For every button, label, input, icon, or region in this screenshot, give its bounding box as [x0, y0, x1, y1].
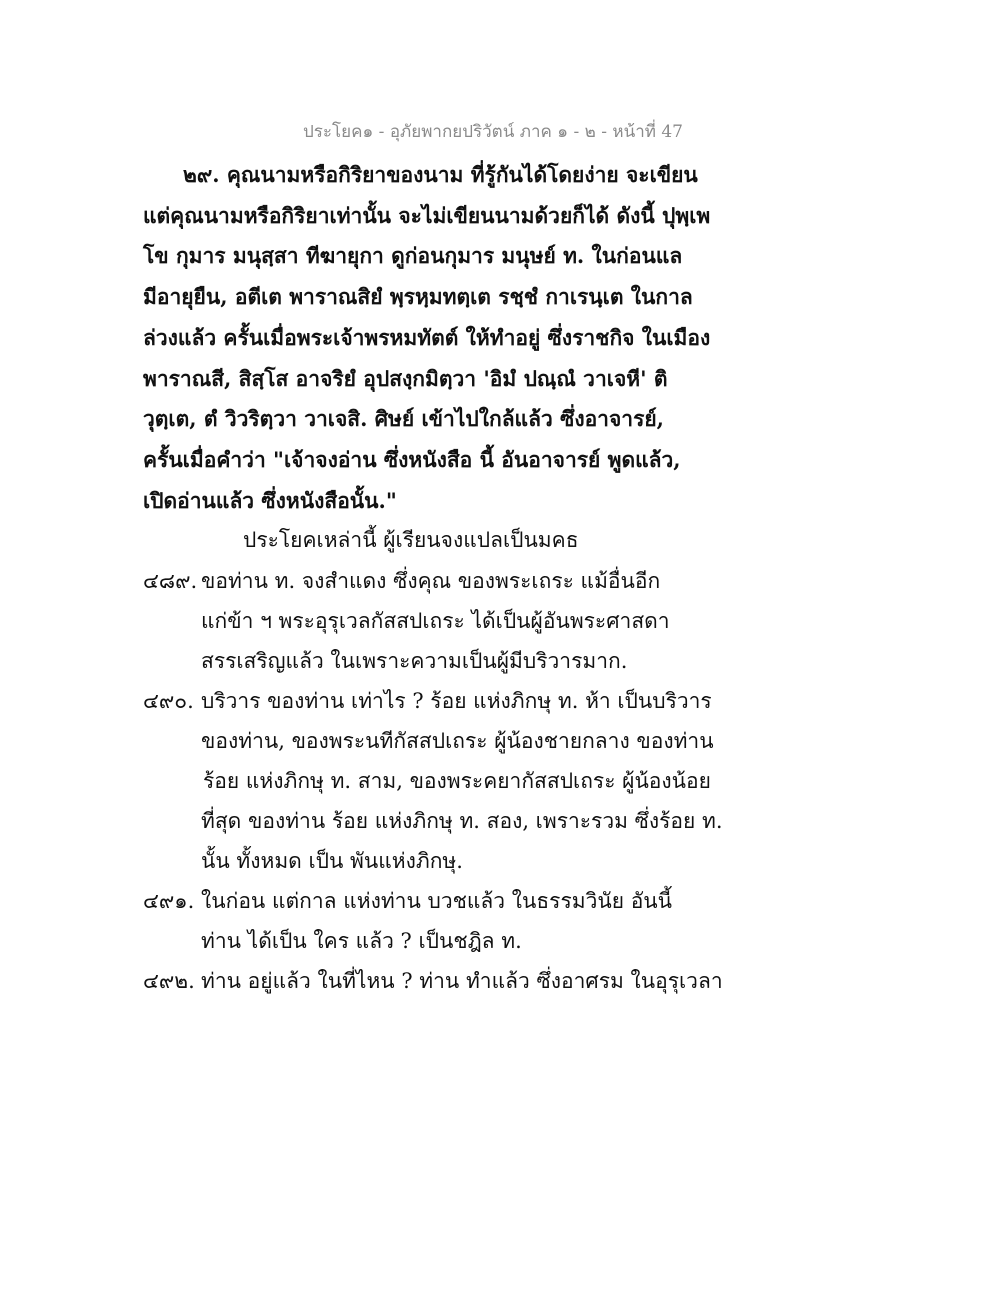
exercise-line: นั้น ทั้งหมด เป็น พันแห่งภิกษุ.: [201, 849, 463, 873]
exercise-number: ๔๘๙.: [143, 569, 198, 593]
exercise-line: ของท่าน, ของพระนทีกัสสปเถระ ผู้น้องชายกลาง ของท่าน: [201, 729, 714, 753]
exercise-line: ขอท่าน ท. จงสำแดง ซึ่งคุณ ของพระเถระ แม้อื่นอีก: [201, 569, 661, 593]
exercise-492: [143, 966, 723, 996]
exercise-491: [143, 886, 672, 916]
exercise-number: ๔๙๐.: [143, 689, 194, 713]
exercise-line: บริวาร ของท่าน เท่าไร ? ร้อย แห่งภิกษุ ท. ห้า เป็นบริวาร: [201, 689, 712, 713]
exercise-line: ท่าน อยู่แล้ว ในที่ไหน ? ท่าน ทำแล้ว ซึ่งอาศรม ในอุรุเวลา: [201, 969, 723, 993]
intro-line: ครั้นเมื่อคำว่า "เจ้าจงอ่าน ซึ่งหนังสือ นี้ อันอาจารย์ พูดแล้ว,: [143, 447, 681, 472]
exercise-line: ที่สุด ของท่าน ร้อย แห่งภิกษุ ท. สอง, เพราะรวม ซึ่งร้อย ท.: [201, 809, 723, 833]
intro-line: ๒๙. คุณนามหรือกิริยาของนาม ที่รู้กันได้โดยง่าย จะเขียน: [183, 162, 698, 187]
intro-line: เปิดอ่านแล้ว ซึ่งหนังสือนั้น.": [143, 488, 397, 513]
exercise-line: ท่าน ได้เป็น ใคร แล้ว ? เป็นชฎิล ท.: [201, 929, 522, 953]
exercise-490: [143, 686, 712, 716]
intro-line: วุตฺเต, ตํ วิวริตฺวา วาเจสิ. ศิษย์ เข้าไปใกล้แล้ว ซึ่งอาจารย์,: [143, 406, 664, 431]
exercise-number: ๔๙๒.: [143, 969, 195, 993]
exercise-line: ร้อย แห่งภิกษุ ท. สาม, ของพระคยากัสสปเถระ ผู้น้องน้อย: [203, 769, 711, 793]
instruction-line: ประโยคเหล่านี้ ผู้เรียนจงแปลเป็นมคธ: [243, 528, 579, 552]
exercise-number: ๔๙๑.: [143, 889, 195, 913]
intro-line: พาราณสี, สิสฺโส อาจริยํ อุปสงฺกมิตฺวา 'อิมํ ปณฺณํ วาเจหี' ติ: [143, 366, 668, 391]
exercise-line: ในก่อน แต่กาล แห่งท่าน บวชแล้ว ในธรรมวินัย อันนี้: [201, 889, 673, 913]
intro-line: ล่วงแล้ว ครั้นเมื่อพระเจ้าพรหมทัตต์ ให้ทำอยู่ ซึ่งราชกิจ ในเมือง: [143, 325, 711, 350]
intro-line: มีอายุยืน, อตีเต พาราณสิยํ พฺรหฺมทตฺเต รชฺชํ กาเรนฺเต ในกาล: [143, 284, 693, 309]
exercise-line: แก่ข้า ฯ พระอุรุเวลกัสสปเถระ ได้เป็นผู้อันพระศาสดา: [201, 609, 670, 633]
exercise-line: สรรเสริญแล้ว ในเพราะความเป็นผู้มีบริวารมาก.: [201, 649, 628, 673]
exercise-489: [143, 566, 660, 596]
running-header: ประโยค๑ - อุภัยพากยปริวัตน์ ภาค ๑ - ๒ - หน้าที่ 47: [302, 122, 683, 142]
intro-line: แต่คุณนามหรือกิริยาเท่านั้น จะไม่เขียนนามด้วยก็ได้ ดังนี้ ปุพฺเพ: [143, 203, 711, 228]
intro-line: โข กุมาร มนุสฺสา ทีฆายุกา ดูก่อนกุมาร มนุษย์ ท. ในก่อนแล: [143, 243, 683, 268]
